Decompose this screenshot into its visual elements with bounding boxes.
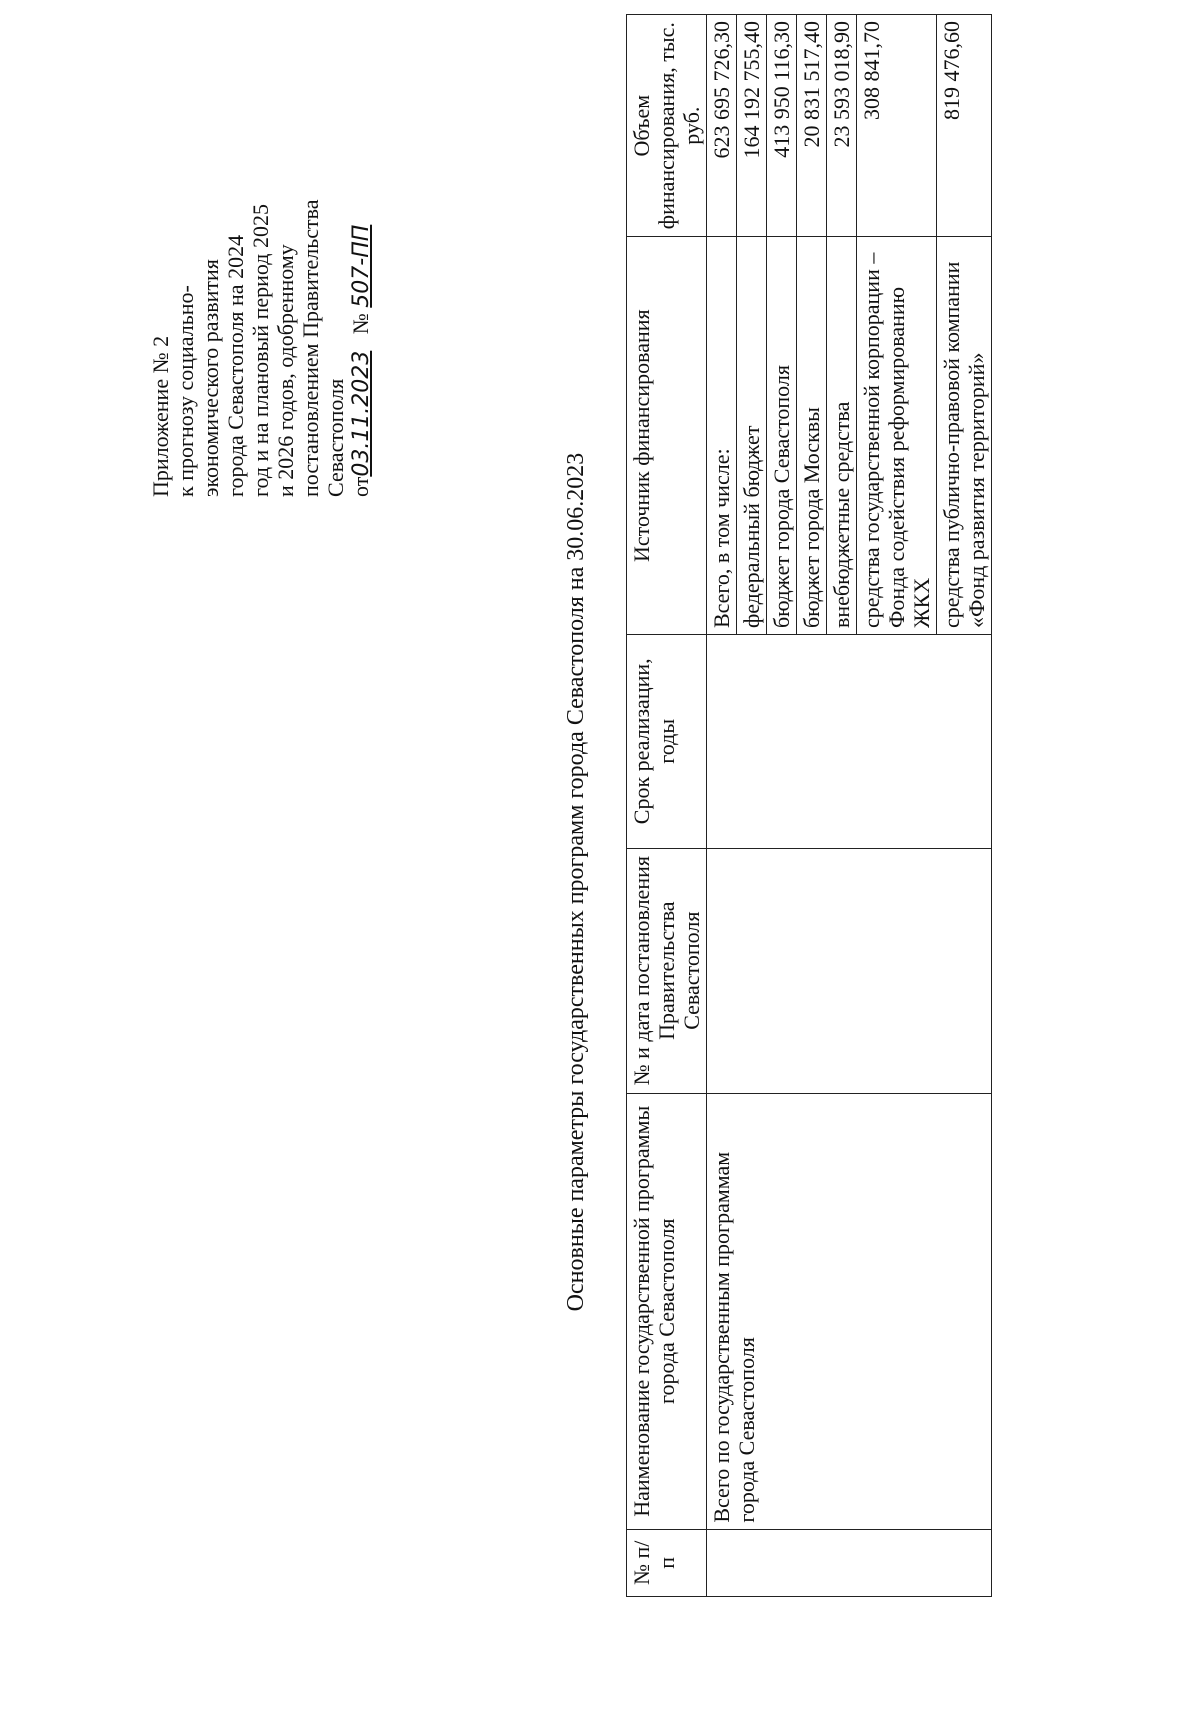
date-prefix: от (348, 476, 373, 497)
cell-source: средства государственной корпорации – Фонда содействия реформированию ЖКХ (857, 237, 937, 635)
table-row (707, 15, 737, 1597)
decree-date-line (348, 17, 374, 497)
cell-source: Всего, в том числе: (707, 237, 737, 635)
cell-source: федеральный бюджет (737, 237, 767, 635)
appendix-line: год и на плановый период 2025 (248, 204, 273, 497)
cell-source: бюджет города Севастополя (767, 237, 797, 635)
cell-total-label: Всего по государственным программам города Севастополя (707, 1093, 992, 1529)
document-title: Основные параметры государственных программ города Севастополя на 30.06.2023 (563, 452, 589, 1312)
header-source: Источник финансирования (627, 237, 707, 635)
cell-volume: 20 831 517,40 (797, 15, 827, 237)
programs-table (626, 14, 992, 1597)
appendix-line: города Севастополя на 2024 (223, 234, 248, 497)
appendix-line: к прогнозу социально- (173, 285, 198, 497)
appendix-line: экономического развития (198, 259, 223, 497)
appendix-line: Севастополя (323, 378, 348, 497)
decree-date: 03.11.2023 (349, 350, 374, 477)
appendix-header (148, 17, 374, 497)
number-prefix: № (348, 313, 373, 335)
cell-source: бюджет города Москвы (797, 237, 827, 635)
cell-volume: 308 841,70 (857, 15, 937, 237)
appendix-line: и 2026 годов, одобренному (273, 244, 298, 497)
appendix-line: постановлением Правительства (298, 199, 323, 497)
cell-volume: 623 695 726,30 (707, 15, 737, 237)
header-num: № п/п (627, 1529, 707, 1596)
cell-volume: 164 192 755,40 (737, 15, 767, 237)
table-header-row (627, 15, 707, 1597)
header-name: Наименование государственной программы города Севастополя (627, 1093, 707, 1529)
header-volume: Объем финансирования, тыс. руб. (627, 15, 707, 237)
decree-number: 507-ПП (349, 224, 374, 308)
cell-source: средства публично-правовой компании «Фонд развития территорий» (937, 237, 992, 635)
cell-volume: 819 476,60 (937, 15, 992, 237)
cell-num (707, 1529, 992, 1596)
cell-volume: 23 593 018,90 (827, 15, 857, 237)
cell-decree (707, 848, 992, 1093)
appendix-line: Приложение № 2 (148, 335, 173, 497)
header-term: Срок реализации, годы (627, 635, 707, 848)
header-decree: № и дата постановления Правительства Севастополя (627, 848, 707, 1093)
cell-source: внебюджетные средства (827, 237, 857, 635)
cell-volume: 413 950 116,30 (767, 15, 797, 237)
cell-term (707, 635, 992, 848)
